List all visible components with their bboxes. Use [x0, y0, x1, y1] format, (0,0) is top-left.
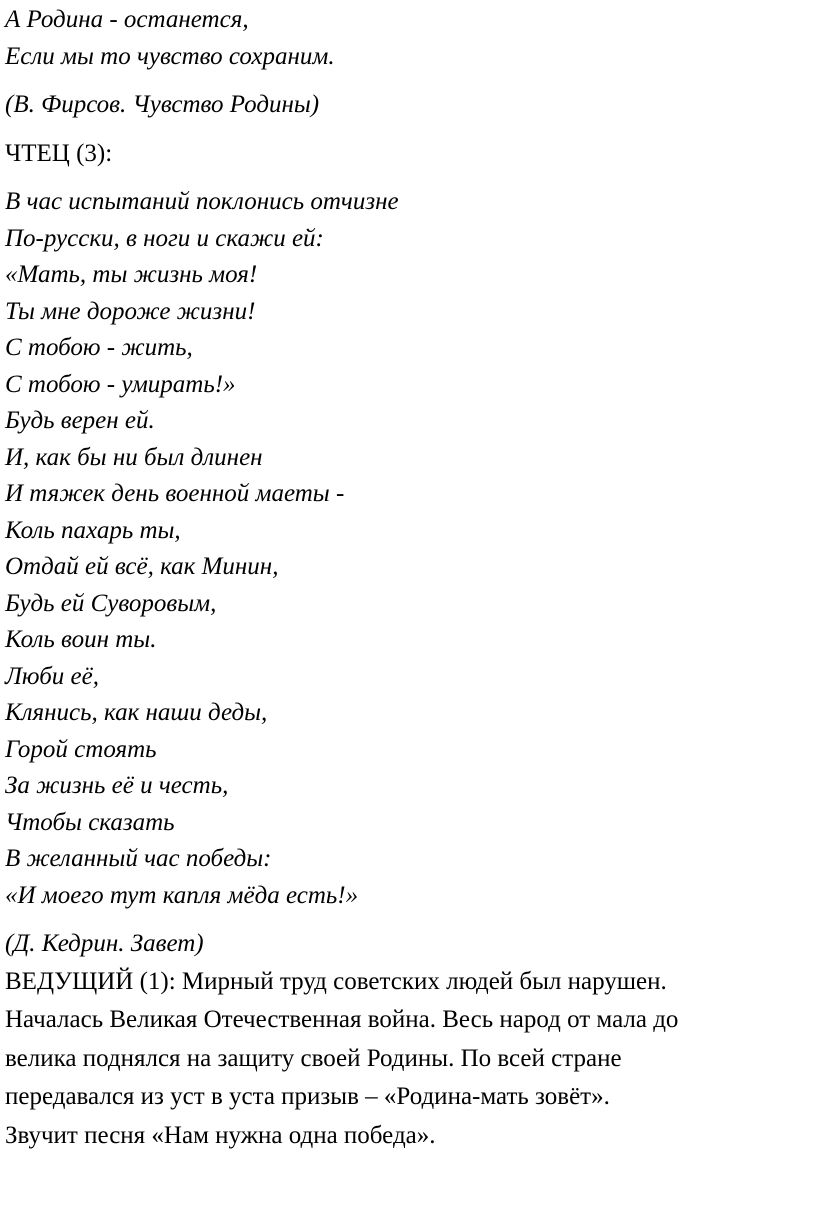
- poem-line: В час испытаний поклонись отчизне: [5, 188, 399, 215]
- poem-line: С тобою - жить,: [5, 334, 193, 361]
- poem-line: «И моего тут капля мёда есть!»: [5, 881, 359, 909]
- poem-line: За жизнь её и честь,: [5, 772, 229, 799]
- document-page: [5, 0, 805, 1155]
- poem-line: Отдай ей всё, как Минин,: [5, 553, 279, 580]
- poem-line: И тяжек день военной маеты -: [5, 480, 345, 507]
- song-note: [5, 1117, 805, 1156]
- poem-line: Клянись, как наши деды,: [5, 699, 268, 726]
- poem-line: Чтобы сказать: [5, 808, 175, 836]
- citation-firsov: [5, 87, 805, 124]
- poem-line: Будь верен ей.: [5, 407, 155, 434]
- poem-line: Если мы то чувство сохраним.: [5, 42, 335, 70]
- reader-label-text: ЧТЕЦ (3):: [5, 139, 113, 167]
- poem-line: С тобою - умирать!»: [5, 370, 236, 398]
- poem-end-stanza: [5, 0, 805, 75]
- poem-line: Ты мне дороже жизни!: [5, 297, 256, 325]
- reader-label: [5, 136, 805, 173]
- poem-line: «Мать, ты жизнь моя!: [5, 261, 258, 288]
- poem-line: Коль воин ты.: [5, 626, 157, 653]
- poem-line: По-русски, в ноги и скажи ей:: [5, 224, 324, 252]
- poem-line: Коль пахарь ты,: [5, 516, 181, 544]
- poem-line: Люби её,: [5, 662, 99, 690]
- poem-line: Будь ей Суворовым,: [5, 589, 217, 617]
- song-note-text: Звучит песня «Нам нужна одна победа».: [5, 1121, 436, 1149]
- citation-text: (В. Фирсов. Чувство Родины): [5, 91, 320, 118]
- paragraph-line: Началась Великая Отечественная война. Весь народ от мала до: [5, 1006, 679, 1033]
- poem-kedrin: [5, 184, 805, 914]
- host-paragraph: [5, 963, 805, 1117]
- citation-text: (Д. Кедрин. Завет): [5, 930, 204, 957]
- poem-line: В желанный час победы:: [5, 845, 272, 872]
- paragraph-line: передавался из уст в уста призыв – «Родина-мать зовёт».: [5, 1083, 610, 1110]
- paragraph-line: велика поднялся на защиту своей Родины. По всей стране: [5, 1044, 622, 1072]
- paragraph-line: ВЕДУЩИЙ (1): Мирный труд советских людей был нарушен.: [5, 967, 667, 995]
- poem-line: И, как бы ни был длинен: [5, 443, 263, 471]
- poem-line: Горой стоять: [5, 735, 157, 763]
- citation-kedrin: [5, 926, 805, 963]
- poem-line: А Родина - останется,: [5, 6, 249, 33]
